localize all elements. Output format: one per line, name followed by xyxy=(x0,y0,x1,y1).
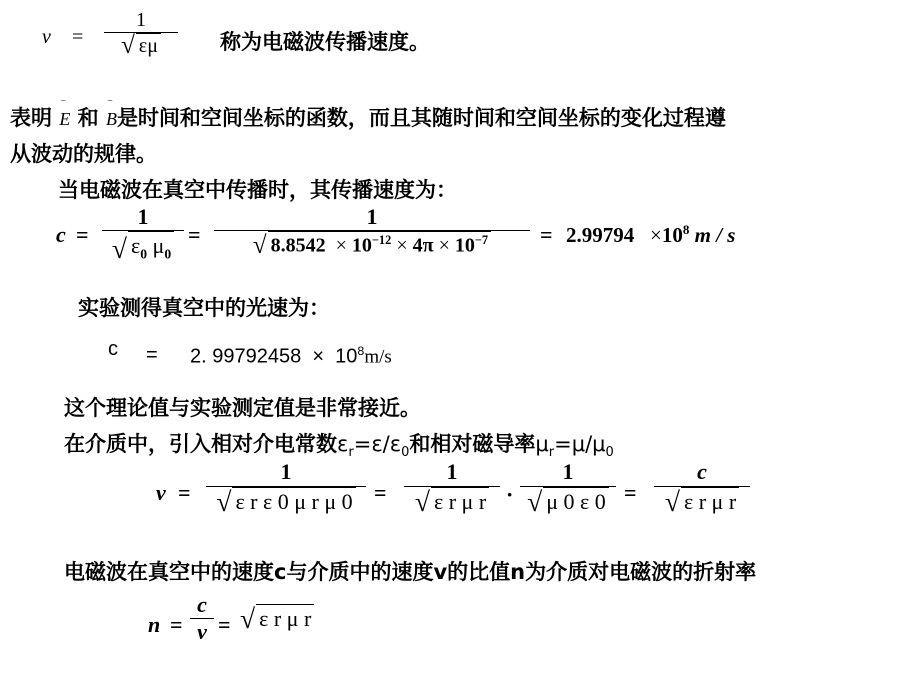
eq2-fraction1 xyxy=(102,204,184,262)
eq5-equals2: = xyxy=(218,612,231,637)
eq5-lhs: n xyxy=(148,612,161,637)
eq2-result: 2.99794 $\times 10^8$ m / s xyxy=(566,222,736,247)
para1-prefix: 表明 xyxy=(10,106,52,130)
eq2-equals3: = xyxy=(540,222,553,247)
eq3-value: 2. $99792458 \times 10^8m/s$ xyxy=(190,344,392,368)
eq1-label: 称为电磁波传播速度。 xyxy=(220,30,430,54)
eq4-fraction1 xyxy=(206,458,366,515)
eq2-numerator1: 1 xyxy=(137,204,149,229)
eq4-dot: · xyxy=(506,482,514,507)
eq2-numerator2: 1 xyxy=(366,204,378,229)
eq4-equals1: = xyxy=(178,480,191,505)
eq1-equals: = xyxy=(72,26,84,48)
eq1-lhs: v xyxy=(42,26,51,48)
eq1-radicand: εμ xyxy=(136,33,161,58)
epsilon-r: $\varepsilon_r=\varepsilon/\varepsilon_0$ xyxy=(337,432,410,461)
eq4-radical3: √ μ 0 ε 0 xyxy=(527,487,609,515)
para3: 实验测得真空中的光速为： xyxy=(78,296,330,320)
eq3-c: c xyxy=(108,338,118,360)
eq4-equals2: = xyxy=(374,480,387,505)
para2: 当电磁波在真空中传播时，其传播速度为： xyxy=(58,178,457,202)
eq5-fraction xyxy=(190,592,214,645)
eq2-radical2: √ $8.8542 \times 10^{-12} \times 4\pi \times 10^{-7}$ xyxy=(253,231,491,258)
para1-and: 和 xyxy=(77,106,99,130)
eq2-equals1: = xyxy=(76,222,89,247)
eq4-numerator4: c xyxy=(697,459,707,484)
eq4-numerator1: 1 xyxy=(280,459,292,484)
eq4-radical2: √ ε r μ r xyxy=(415,487,489,515)
para1-rest: 是时间和空间坐标的函数，而且其随时间和空间坐标的变化过程遵 xyxy=(116,106,726,130)
eq1-radical: √ εμ xyxy=(121,33,161,58)
eq1-fraction xyxy=(104,8,178,58)
eq5-numerator: c xyxy=(197,592,207,617)
eq2-radical1: √ $\varepsilon_0$ $\mu_0$ xyxy=(112,231,174,262)
vector-b: ‾ B xyxy=(105,99,117,129)
eq5-radical: √ ε r μ r xyxy=(240,604,314,634)
eq2-fraction2 xyxy=(214,204,530,258)
eq4-numerator2: 1 xyxy=(446,459,458,484)
eq5-equals1: = xyxy=(170,612,183,637)
eq4-fraction3 xyxy=(520,458,616,515)
eq2-lhs: c xyxy=(56,222,66,247)
eq1-numerator: 1 xyxy=(136,9,146,31)
eq4-numerator3: 1 xyxy=(562,459,574,484)
eq4-fraction2 xyxy=(404,458,500,515)
para1-line2: 从波动的规律。 xyxy=(10,142,157,166)
para4: 这个理论值与实验测定值是非常接近。 xyxy=(64,396,421,420)
eq4-radical4: √ ε r μ r xyxy=(665,487,739,515)
eq2-equals2: = xyxy=(188,222,201,247)
eq4-radical1: √ ε r ε 0 μ r μ 0 xyxy=(216,487,355,515)
eq4-fraction4 xyxy=(654,458,750,515)
eq3-equals: = xyxy=(146,344,158,366)
vector-e: ‾ E xyxy=(59,99,71,129)
eq5-denominator: v xyxy=(197,619,207,644)
mu-r: $\mu_r=\mu/\mu_0$ xyxy=(535,432,614,461)
eq4-lhs: v xyxy=(156,480,166,505)
para1-line1 xyxy=(10,99,726,132)
para5: 在介质中，引入相对介电常数$\varepsilon_r=\varepsilon/\varepsilon_0$和相对磁导率$\mu_r=\mu/\mu_0$ xyxy=(64,432,614,461)
eq4-equals3: = xyxy=(624,480,637,505)
para6: 电磁波在真空中的速度c与介质中的速度v的比值n为介质对电磁波的折射率 xyxy=(64,560,757,584)
